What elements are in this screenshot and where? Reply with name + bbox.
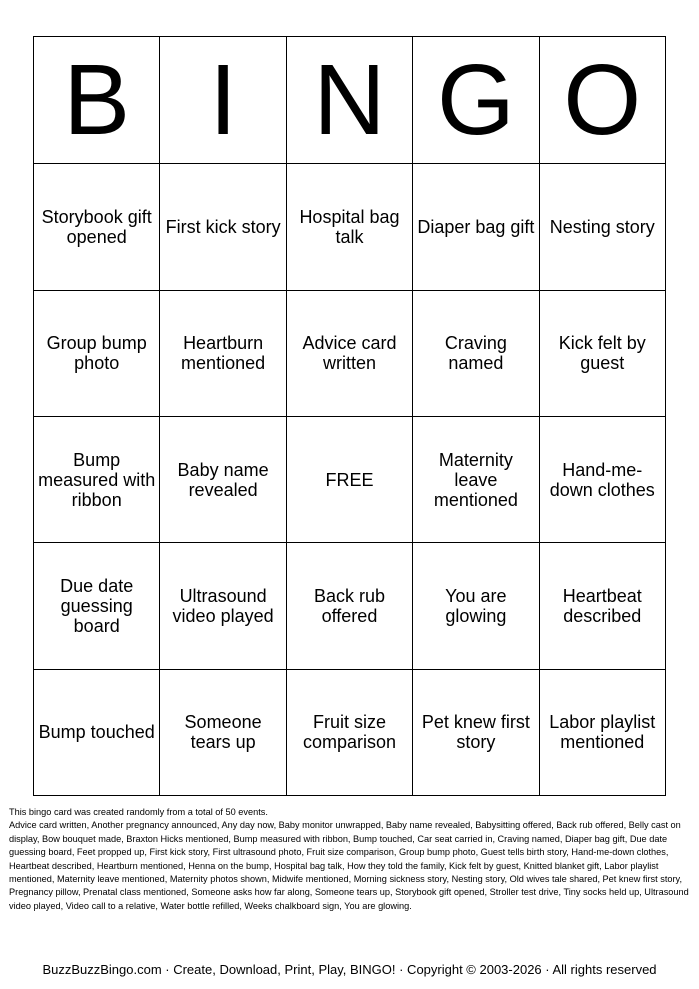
- header-letter-n: N: [286, 37, 412, 164]
- card-row: [34, 416, 666, 542]
- bingo-cell: Baby name revealed: [160, 416, 286, 542]
- bingo-cell: Hospital bag talk: [286, 164, 412, 290]
- bingo-cell: First kick story: [160, 164, 286, 290]
- bingo-cell: Maternity leave mentioned: [413, 416, 539, 542]
- bingo-cell: Fruit size comparison: [286, 669, 412, 795]
- header-letter-i: I: [160, 37, 286, 164]
- header-letter-g: G: [413, 37, 539, 164]
- card-row: [34, 164, 666, 290]
- bingo-cell: Labor playlist mentioned: [539, 669, 665, 795]
- notes-intro: This bingo card was created randomly from a total of 50 events.: [9, 807, 268, 817]
- event-list: Advice card written, Another pregnancy announced, Any day now, Baby monitor unwrapped, Baby name revealed, Babysitting offered, Back rub offered, Belly cast on display, Bow bouquet made, Braxton Hicks mentioned, Bump measured with ribbon, Bump touched, Car seat carried in, Craving named, Diaper bag gift, Due date guessing board, Feet propped up, First kick story, First ultrasound photo, Fruit size comparison, Group bump photo, Guest tells birth story, Hand-me-down clothes, Heartbeat described, Heartburn mentioned, Henna on the bump, Hospital bag talk, How they told the family, Kick felt by guest, Knitted blanket gift, Labor playlist mentioned, Maternity leave mentioned, Maternity photos shown, Midwife mentioned, Morning sickness story, Nesting story, Old wives tale shared, Pet knew first story, Pregnancy pillow, Prenatal class mentioned, Someone asks how far along, Someone tears up, Storybook gift opened, Stroller test drive, Tiny socks held up, Ultrasound video played, Video call to a relative, Water bottle refilled, Weeks chalkboard sign, You are glowing.: [9, 820, 689, 911]
- bingo-card: [33, 36, 666, 796]
- bingo-cell: Group bump photo: [34, 290, 160, 416]
- bingo-cell: Craving named: [413, 290, 539, 416]
- bingo-cell: Kick felt by guest: [539, 290, 665, 416]
- bingo-cell: Bump touched: [34, 669, 160, 795]
- card-notes: [9, 806, 691, 913]
- bingo-cell: Bump measured with ribbon: [34, 416, 160, 542]
- site-footer: BuzzBuzzBingo.com · Create, Download, Print, Play, BINGO! · Copyright © 2003-2026 · All rights reserved: [42, 962, 657, 977]
- bingo-cell: You are glowing: [413, 543, 539, 669]
- bingo-cell: Due date guessing board: [34, 543, 160, 669]
- card-row: [34, 290, 666, 416]
- bingo-cell: Heartbeat described: [539, 543, 665, 669]
- bingo-cell: Storybook gift opened: [34, 164, 160, 290]
- bingo-cell: Back rub offered: [286, 543, 412, 669]
- header-letter-o: O: [539, 37, 665, 164]
- bingo-cell: Advice card written: [286, 290, 412, 416]
- bingo-cell: Nesting story: [539, 164, 665, 290]
- card-row: [34, 669, 666, 795]
- bingo-cell: Diaper bag gift: [413, 164, 539, 290]
- header-letter-b: B: [34, 37, 160, 164]
- bingo-cell: Heartburn mentioned: [160, 290, 286, 416]
- free-space-cell: FREE: [286, 416, 412, 542]
- bingo-cell: Ultrasound video played: [160, 543, 286, 669]
- bingo-cell: Pet knew first story: [413, 669, 539, 795]
- bingo-cell: Hand-me-down clothes: [539, 416, 665, 542]
- card-row: [34, 543, 666, 669]
- header-row: [34, 37, 666, 164]
- bingo-cell: Someone tears up: [160, 669, 286, 795]
